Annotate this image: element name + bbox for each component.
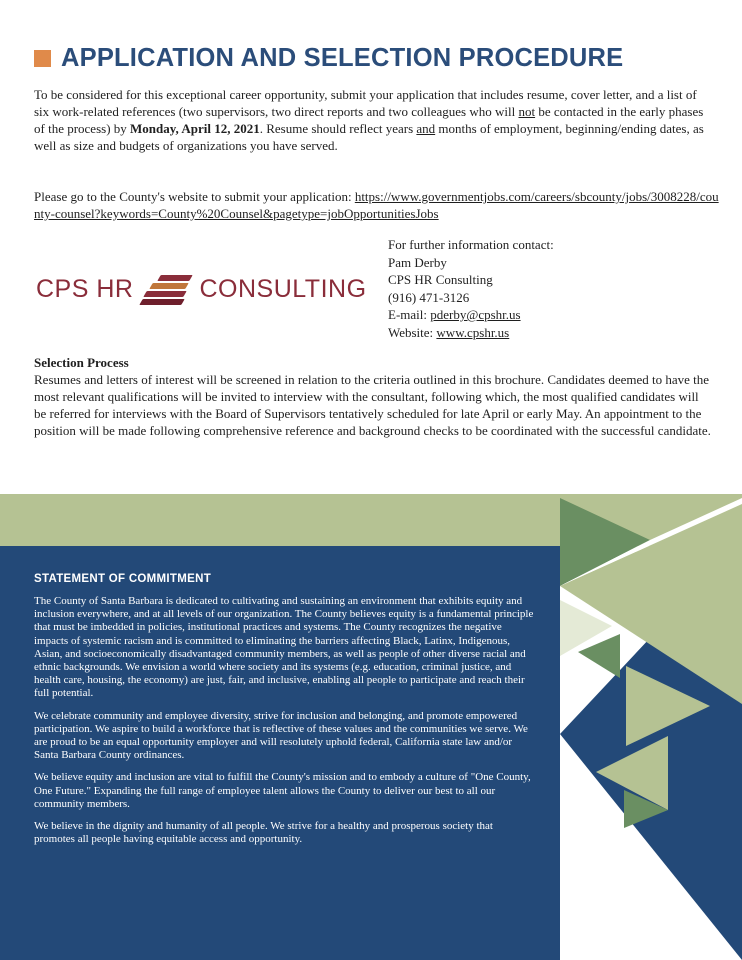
contact-email-row bbox=[388, 306, 708, 324]
statement-paragraph: We celebrate community and employee diversity, strive for inclusion and belonging, and promote empowered participation. We aspire to build a workforce that is reflective of these values and the communities we serve. We are proud to be an equal opportunity employer and will resolutely uphold federal, California state law and/or Santa Barbara County ordinances. bbox=[34, 709, 528, 762]
statement-of-commitment bbox=[34, 573, 534, 855]
contact-website-row bbox=[388, 324, 708, 342]
orange-square-icon bbox=[34, 50, 51, 67]
statement-paragraph: We believe in the dignity and humanity of all people. We strive for a healthy and prosperous society that promotes all people having equitable access and opportunity. bbox=[34, 820, 493, 846]
logo-text-right: CONSULTING bbox=[199, 274, 367, 303]
selection-process-heading: Selection Process bbox=[34, 355, 129, 370]
page-title: APPLICATION AND SELECTION PROCEDURE bbox=[61, 43, 624, 72]
apply-text: Please go to the County's website to submit your application: bbox=[34, 189, 355, 204]
contact-name: Pam Derby bbox=[388, 254, 447, 270]
intro-paragraph bbox=[34, 86, 708, 154]
selection-process-body: Resumes and letters of interest will be screened in relation to the criteria outlined in this brochure. Candidates deemed to have the most relevant qualifications will be invited to interview with the consultant, following which, the most qualified candidates will be referred for interviews with the Board of Supervisors tentatively scheduled for late April or early May. An appointment to the position will be made following comprehensive reference and background checks to be coordinated with the successful candidate. bbox=[34, 372, 711, 438]
contact-phone: (916) 471-3126 bbox=[388, 289, 470, 305]
logo-text-left: CPS HR bbox=[36, 274, 134, 303]
application-deadline: Monday, April 12, 2021 bbox=[130, 121, 260, 136]
website-link[interactable]: www.cpshr.us bbox=[436, 324, 510, 340]
logo-stripes-icon bbox=[141, 273, 193, 305]
intro-text-1: To be considered for this exceptional career opportunity, submit your application that includes resume, cover letter, and a list of six work-related references (two supervisors, two direct reports and two colleagues who will bbox=[34, 87, 697, 119]
statement-paragraph: The County of Santa Barbara is dedicated to cultivating and sustaining an environment that exhibits equity and inclusion everywhere, and at all levels of our organization. The County believes equity is a fundamental principle that must be imbedded in policies, institutional practices and systems. The County recognizes the negative impacts of systemic racism and is committed to eliminating the barriers affecting Black, Latinx, Indigenous, Asian, and socioeconomically disadvantaged community members, as well as people of other diverse racial and ethnic backgrounds. We envision a world where society and its systems (e.g. education, criminal justice, and health care, housing, the economy) are just, fair, and inclusive, enabling all people to participate and reach their full potential. bbox=[34, 595, 534, 700]
email-link[interactable]: pderby@cpshr.us bbox=[430, 307, 521, 322]
cps-hr-consulting-logo bbox=[36, 266, 372, 312]
intro-and-emphasis: and bbox=[416, 121, 436, 136]
statement-paragraph: We believe equity and inclusion are vital to fulfill the County's mission and to embody a culture of "One County, One Future." Expanding the full range of employee talent allows the County to deliver our best to all our community members. bbox=[34, 771, 531, 810]
contact-company: CPS HR Consulting bbox=[388, 272, 493, 287]
contact-block bbox=[388, 236, 708, 341]
statement-title: STATEMENT OF COMMITMENT bbox=[34, 573, 212, 585]
application-link[interactable]: https://www.governmentjobs.com/careers/sbcounty/jobs/3008228/county-counsel?keywords=County%20Counsel&pagetype=jobOpportunitiesJobs bbox=[34, 189, 719, 221]
section-heading bbox=[34, 38, 724, 78]
website-label: Website: bbox=[388, 324, 437, 340]
intro-not-emphasis: not bbox=[518, 104, 536, 119]
apply-paragraph bbox=[34, 188, 724, 222]
email-label: E-mail: bbox=[388, 307, 431, 322]
contact-intro: For further information contact: bbox=[388, 237, 554, 252]
intro-text-3: . Resume should reflect years bbox=[259, 121, 417, 136]
intro-text-4: months of employment, beginning/ending dates, as well as size and budgets of organizations you have served. bbox=[34, 121, 704, 153]
intro-text-2: be contacted in the early phases of the process) by bbox=[34, 104, 704, 136]
